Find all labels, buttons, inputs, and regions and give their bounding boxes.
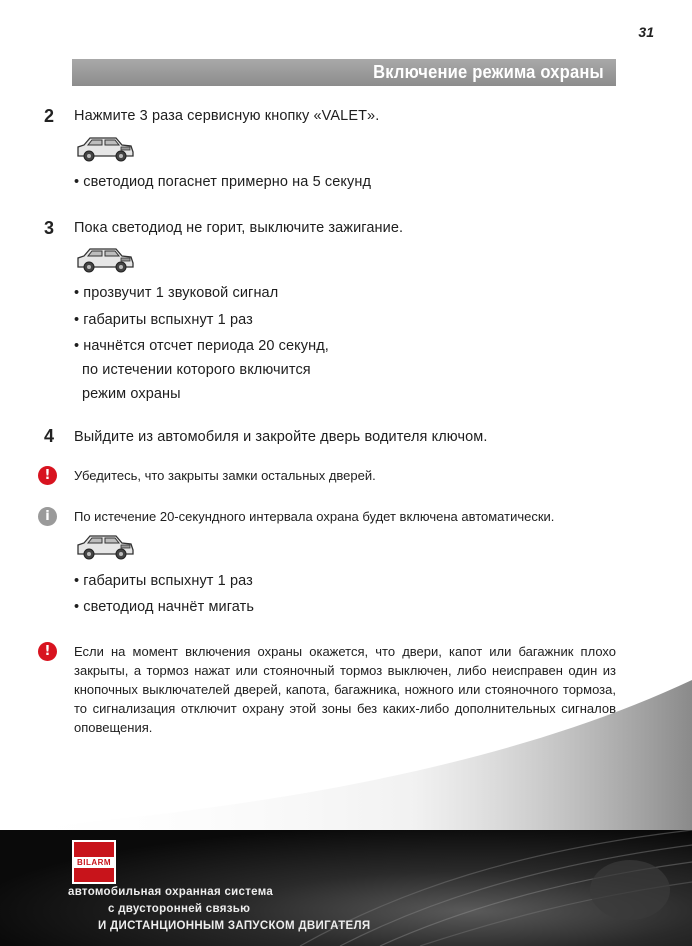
decorative-swoosh [0, 660, 692, 830]
info-icon: i [38, 507, 57, 526]
bullet-item: • начнётся отсчет периода 20 секунд, [74, 338, 329, 354]
bullet-item: • светодиод начнёт мигать [74, 599, 255, 615]
warning-icon: ! [38, 642, 57, 661]
logo-text: BILARM [74, 857, 114, 868]
bullet-item: • габариты вспыхнут 1 раз [74, 312, 253, 328]
car-icon [74, 132, 136, 164]
warning-icon: ! [38, 466, 57, 485]
warning-paragraph: Если на момент включения охраны окажется, что двери, капот или багажник плохо закрыты, а тормоз нажат или стояночный тормоз выключен, либо неисправен один из кнопочных выключателей дверей, капота, багажника, ножного или стояночного тормоза, то сигнализация отключит охрану этой зоны без каких-либо дополнительных сигналов оповещения. [74, 644, 616, 735]
warning-note: Убедитесь, что закрыты замки остальных дверей. [74, 468, 376, 483]
step-number: 3 [44, 218, 55, 238]
tagline-line: с двусторонней связью [108, 903, 251, 915]
brand-logo [72, 840, 116, 884]
section-header [72, 59, 616, 86]
tagline-line: И ДИСТАНЦИОННЫМ ЗАПУСКОМ ДВИГАТЕЛЯ [98, 920, 371, 932]
bullet-continuation: режим охраны [82, 386, 181, 402]
step-text: Выйдите из автомобиля и закройте дверь водителя ключом. [74, 429, 488, 445]
step-text: Нажмите 3 раза сервисную кнопку «VALET». [74, 108, 380, 124]
bullet-item: • габариты вспыхнут 1 раз [74, 573, 253, 589]
car-icon [74, 243, 136, 275]
step-number: 4 [44, 426, 55, 446]
bullet-continuation: по истечении которого включится [82, 362, 311, 378]
tagline-line: автомобильная охранная система [68, 886, 274, 898]
footer-banner [0, 830, 692, 946]
bullet-item: • прозвучит 1 звуковой сигнал [74, 285, 279, 301]
car-icon [74, 530, 136, 562]
bullet-item: • светодиод погаснет примерно на 5 секунд [74, 174, 372, 190]
step-number: 2 [44, 106, 55, 126]
page-number: 31 [638, 24, 654, 40]
info-note: По истечение 20-секундного интервала охрана будет включена автоматически. [74, 509, 555, 524]
step-text: Пока светодиод не горит, выключите зажигание. [74, 220, 404, 236]
section-title: Включение режима охраны [373, 62, 604, 82]
